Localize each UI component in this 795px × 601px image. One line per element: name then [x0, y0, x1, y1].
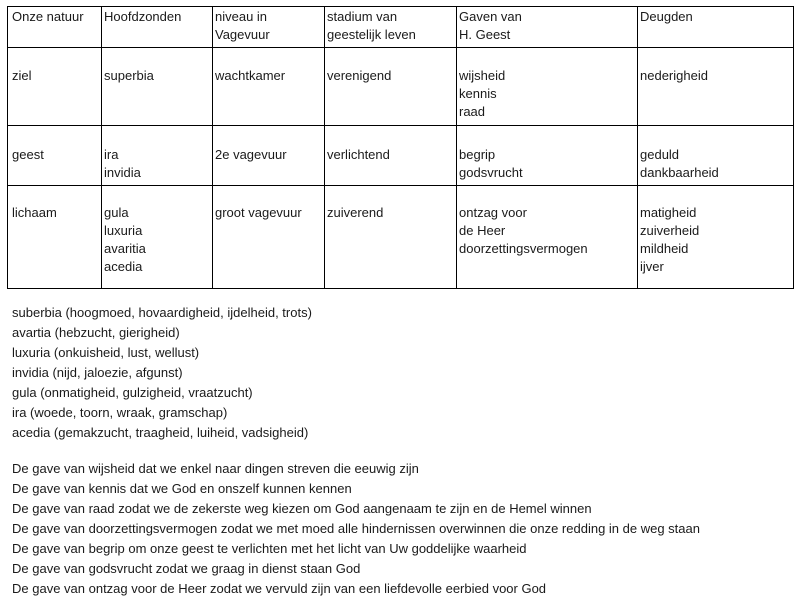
table-rule-bottom — [7, 288, 794, 289]
row-geest-nature: geest — [12, 147, 44, 162]
table-rule-right — [793, 6, 794, 289]
gift-explanation: De gave van raad zodat we de zekerste weg kiezen om God aangenaam te zijn en de Hemel winnen — [12, 501, 592, 516]
row-ziel-gifts: wijsheid kennis raad — [459, 68, 506, 119]
sins-definitions — [12, 303, 312, 443]
gift-explanation: De gave van doorzettingsvermogen zodat we met moed alle hindernissen overwinnen die onze redding in de weg staan — [12, 521, 700, 536]
table-rule-top — [7, 6, 794, 7]
header-hoofdzonden: Hoofdzonden — [104, 9, 182, 24]
row-ziel-nature: ziel — [12, 68, 32, 83]
sin-definition: invidia (nijd, jaloezie, afgunst) — [12, 365, 183, 380]
sin-definition: acedia (gemakzucht, traagheid, luiheid, vadsigheid) — [12, 425, 309, 440]
sin-definition: suberbia (hoogmoed, hovaardigheid, ijdelheid, trots) — [12, 305, 312, 320]
row-geest-sins: ira invidia — [104, 147, 141, 180]
row-lichaam-virtues: matigheid zuiverheid mildheid ijver — [640, 205, 700, 274]
gift-explanation: De gave van ontzag voor de Heer zodat we vervuld zijn van een liefdevolle eerbied voor God — [12, 581, 547, 596]
table-rule-col-1 — [101, 6, 102, 289]
table-rule-col-2 — [212, 6, 213, 289]
gift-explanation: De gave van wijsheid dat we enkel naar dingen streven die eeuwig zijn — [12, 461, 419, 476]
row-lichaam-stage: zuiverend — [327, 205, 384, 220]
row-ziel-virtues: nederigheid — [640, 68, 708, 83]
row-lichaam-gifts: ontzag voor de Heer doorzettingsvermogen — [459, 205, 588, 256]
virtues-table — [0, 0, 795, 290]
row-geest-stage: verlichtend — [327, 147, 390, 162]
sin-definition: ira (woede, toorn, wraak, gramschap) — [12, 405, 228, 420]
header-gaven: Gaven van H. Geest — [459, 9, 522, 42]
header-stadium: stadium van geestelijk leven — [327, 9, 416, 42]
table-rule-row-1 — [7, 125, 794, 126]
row-geest-level: 2e vagevuur — [215, 147, 287, 162]
row-lichaam-level: groot vagevuur — [215, 205, 302, 220]
sin-definition: gula (onmatigheid, gulzigheid, vraatzucht) — [12, 385, 253, 400]
row-ziel-level: wachtkamer — [215, 68, 286, 83]
row-geest-virtues: geduld dankbaarheid — [640, 147, 719, 180]
gift-explanation: De gave van godsvrucht zodat we graag in dienst staan God — [12, 561, 361, 576]
header-onze-natuur: Onze natuur — [12, 9, 84, 24]
table-rule-header — [7, 47, 794, 48]
table-rule-col-3 — [324, 6, 325, 289]
gifts-explanations — [12, 459, 700, 599]
header-niveau-vagevuur: niveau in Vagevuur — [215, 9, 270, 42]
row-geest-gifts: begrip godsvrucht — [459, 147, 523, 180]
sin-definition: avartia (hebzucht, gierigheid) — [12, 325, 180, 340]
row-lichaam-sins: gula luxuria avaritia acedia — [104, 205, 146, 274]
sin-definition: luxuria (onkuisheid, lust, wellust) — [12, 345, 200, 360]
table-rule-left — [7, 6, 8, 289]
row-lichaam-nature: lichaam — [12, 205, 57, 220]
table-rule-col-5 — [637, 6, 638, 289]
gift-explanation: De gave van kennis dat we God en onszelf kunnen kennen — [12, 481, 352, 496]
table-rule-row-2 — [7, 185, 794, 186]
gift-explanation: De gave van begrip om onze geest te verlichten met het licht van Uw goddelijke waarheid — [12, 541, 527, 556]
table-rule-col-4 — [456, 6, 457, 289]
header-deugden: Deugden — [640, 9, 693, 24]
row-ziel-sins: superbia — [104, 68, 154, 83]
row-ziel-stage: verenigend — [327, 68, 392, 83]
